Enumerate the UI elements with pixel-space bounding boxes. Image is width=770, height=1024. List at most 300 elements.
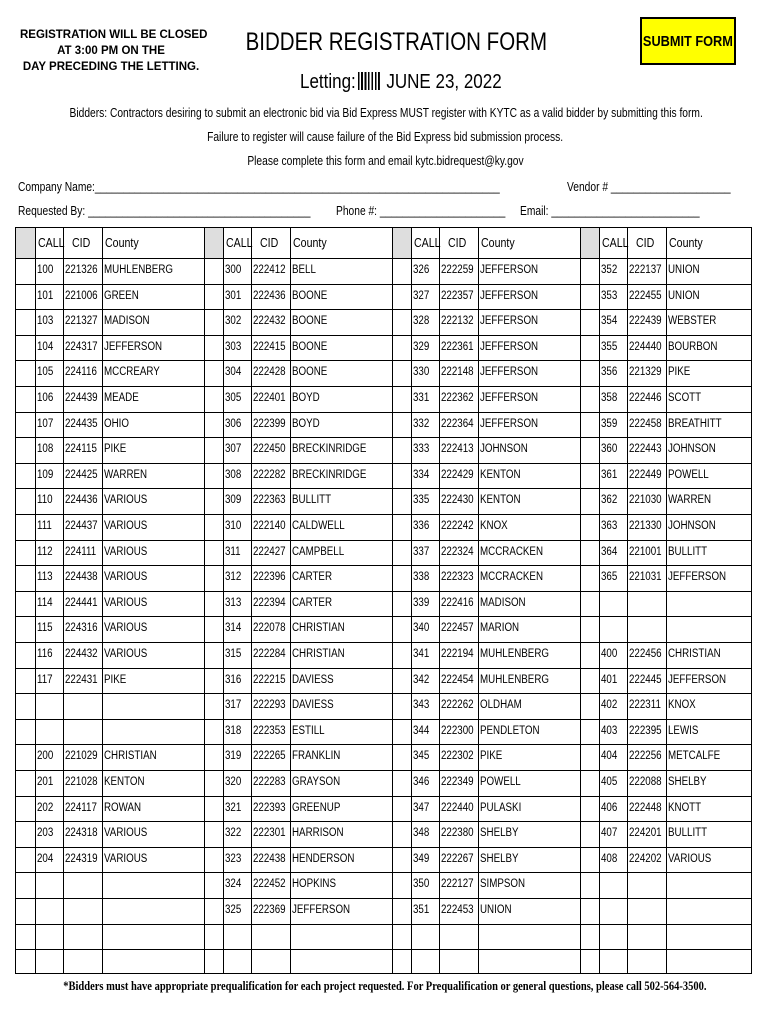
- county-name: VARIOUS: [104, 852, 148, 865]
- contract-id: 224116: [65, 366, 97, 379]
- row-rule: [16, 770, 751, 771]
- call-number: 333: [413, 443, 430, 456]
- county-name: CHRISTIAN: [104, 750, 157, 763]
- call-number: 105: [37, 366, 54, 379]
- column-line: [439, 228, 440, 973]
- contract-id: 221029: [65, 750, 98, 763]
- call-number: 400: [601, 648, 618, 660]
- call-number: 365: [601, 571, 618, 584]
- call-number: 348: [413, 827, 430, 840]
- row-rule: [16, 565, 751, 566]
- county-name: CARTER: [292, 571, 333, 584]
- call-number: 341: [413, 648, 430, 660]
- contract-id: 222432: [253, 315, 286, 328]
- county-name: JEFFERSON: [104, 340, 163, 353]
- contract-id: 222283: [253, 776, 286, 788]
- contract-id: 222148: [441, 366, 474, 379]
- contract-id: 224437: [65, 520, 98, 532]
- contract-id: 221326: [65, 264, 98, 276]
- county-name: BOONE: [292, 340, 328, 353]
- contract-id: 222282: [253, 468, 286, 481]
- contract-id: 222357: [441, 289, 474, 302]
- contract-id: 222452: [253, 878, 286, 891]
- row-rule: [16, 412, 751, 413]
- call-number: 349: [413, 852, 430, 865]
- call-number: 408: [601, 852, 618, 865]
- contract-id: 224436: [65, 494, 98, 507]
- call-number: 316: [225, 673, 242, 686]
- county-name: HOPKINS: [292, 878, 337, 891]
- county-name: VARIOUS: [104, 520, 148, 532]
- header-rule: [16, 258, 751, 259]
- county-name: JEFFERSON: [480, 366, 539, 379]
- call-number: 304: [225, 366, 242, 379]
- contract-id: 221329: [629, 366, 662, 379]
- call-number: 114: [37, 596, 53, 609]
- call-number: 343: [413, 699, 430, 712]
- contract-id: 222369: [253, 904, 286, 916]
- contract-id: 222324: [441, 545, 474, 558]
- call-number: 326: [413, 264, 430, 276]
- contract-id: 221330: [629, 520, 662, 532]
- county-name: ESTILL: [292, 724, 325, 737]
- county-name: VARIOUS: [104, 827, 148, 840]
- row-rule: [16, 591, 751, 592]
- contract-id: 222300: [441, 724, 474, 737]
- row-rule: [16, 898, 751, 899]
- column-line: [666, 228, 667, 973]
- row-rule: [16, 872, 751, 873]
- contract-id: 221327: [65, 315, 98, 328]
- county-name: OLDHAM: [480, 699, 522, 712]
- county-name: PIKE: [480, 750, 503, 763]
- contract-id: 222363: [253, 494, 286, 507]
- letting-date: JUNE 23, 2022: [386, 71, 502, 93]
- call-number: 352: [601, 264, 618, 276]
- letting-line: [300, 71, 502, 94]
- column-line: [102, 228, 103, 973]
- header-spacer: [16, 228, 35, 258]
- row-rule: [16, 719, 751, 720]
- call-number: 344: [413, 724, 430, 737]
- letting-label: Letting:: [300, 71, 356, 93]
- call-number: 110: [37, 494, 53, 507]
- project-table: [15, 227, 752, 974]
- call-number: 310: [225, 520, 242, 532]
- contract-id: 222088: [629, 776, 662, 788]
- row-rule: [16, 642, 751, 643]
- contract-id: 222401: [253, 392, 286, 404]
- county-name: BRECKINRIDGE: [292, 468, 367, 481]
- contract-id: 222456: [629, 648, 662, 660]
- county-name: SCOTT: [668, 392, 702, 404]
- call-number: 325: [225, 904, 242, 916]
- contract-id: 221031: [629, 571, 662, 584]
- submit-form-label: SUBMIT FORM: [643, 32, 733, 50]
- contract-id: 222450: [253, 443, 286, 456]
- call-number: 406: [601, 801, 618, 814]
- contract-id: 222215: [253, 673, 286, 686]
- submit-form-button[interactable]: [640, 17, 736, 65]
- row-rule: [16, 386, 751, 387]
- contract-id: 224438: [65, 571, 98, 584]
- county-name: JEFFERSON: [668, 673, 727, 686]
- contract-id: 222323: [441, 571, 474, 584]
- row-rule: [16, 360, 751, 361]
- call-number: 321: [225, 801, 242, 814]
- column-line: [290, 228, 291, 973]
- call-number: 202: [37, 801, 54, 814]
- county-name: FRANKLIN: [292, 750, 341, 763]
- call-number: 327: [413, 289, 430, 302]
- contract-id: 222259: [441, 264, 474, 276]
- contract-id: 222399: [253, 417, 286, 430]
- county-name: BULLITT: [292, 494, 332, 507]
- county-name: METCALFE: [668, 750, 721, 763]
- call-number: 312: [225, 571, 242, 584]
- contract-id: 222140: [253, 520, 286, 532]
- group-divider: [204, 228, 205, 973]
- call-number: 354: [601, 315, 618, 328]
- column-line: [599, 228, 600, 973]
- redacted-mark: [357, 72, 379, 90]
- county-name: MCCREARY: [104, 366, 160, 379]
- requested-by-field[interactable]: Requested By: _______________________________________: [18, 204, 311, 218]
- header-county: County: [481, 236, 515, 250]
- call-number: 361: [601, 468, 618, 481]
- header-cid: CID: [448, 236, 467, 250]
- call-number: 332: [413, 417, 430, 430]
- contract-id: 222448: [629, 801, 662, 814]
- county-name: MCCRACKEN: [480, 545, 544, 558]
- phone-field[interactable]: Phone #: ______________________: [336, 204, 506, 218]
- contract-id: 222132: [441, 315, 474, 328]
- county-name: SHELBY: [480, 852, 519, 865]
- row-rule: [16, 796, 751, 797]
- contract-id: 222445: [629, 673, 662, 686]
- contract-id: 222457: [441, 622, 474, 635]
- county-name: SHELBY: [668, 776, 707, 788]
- row-rule: [16, 463, 751, 464]
- row-rule: [16, 514, 751, 515]
- header-county: County: [105, 236, 139, 250]
- contract-id: 224316: [65, 622, 98, 635]
- contract-id: 224440: [629, 340, 662, 353]
- row-rule: [16, 284, 751, 285]
- contract-id: 224441: [65, 596, 98, 609]
- county-name: DAVIESS: [292, 673, 334, 686]
- header-cid: CID: [260, 236, 279, 250]
- row-rule: [16, 616, 751, 617]
- call-number: 322: [225, 827, 242, 840]
- county-name: WARREN: [104, 468, 148, 481]
- call-number: 405: [601, 776, 618, 788]
- contract-id: 222449: [629, 468, 662, 481]
- call-number: 108: [37, 443, 54, 456]
- call-number: 117: [37, 673, 53, 686]
- county-name: MADISON: [104, 315, 150, 328]
- county-name: JEFFERSON: [480, 315, 539, 328]
- county-name: BRECKINRIDGE: [292, 443, 367, 456]
- call-number: 305: [225, 392, 242, 404]
- contract-id: 222440: [441, 801, 474, 814]
- call-number: 338: [413, 571, 430, 584]
- county-name: BREATHITT: [668, 417, 722, 430]
- call-number: 103: [37, 315, 54, 328]
- county-name: WARREN: [668, 494, 712, 507]
- county-name: CHRISTIAN: [292, 622, 345, 635]
- contract-id: 222262: [441, 699, 474, 712]
- call-number: 101: [37, 289, 54, 302]
- contract-id: 222349: [441, 776, 474, 788]
- row-rule: [16, 668, 751, 669]
- call-number: 324: [225, 878, 242, 891]
- contract-id: 222362: [441, 392, 474, 404]
- county-name: JEFFERSON: [480, 417, 539, 430]
- county-name: MUHLENBERG: [104, 264, 173, 276]
- column-line: [223, 228, 224, 973]
- contract-id: 222431: [65, 673, 98, 686]
- call-number: 407: [601, 827, 618, 840]
- call-number: 107: [37, 417, 54, 430]
- call-number: 402: [601, 699, 618, 712]
- call-number: 112: [37, 545, 53, 558]
- call-number: 116: [37, 648, 53, 660]
- call-number: 111: [37, 520, 52, 532]
- county-name: KNOTT: [668, 801, 702, 814]
- contract-id: 222302: [441, 750, 474, 763]
- intro-line-3: Please complete this form and email kytc.bidrequest@ky.gov: [246, 154, 524, 168]
- header-spacer: [392, 228, 411, 258]
- column-line: [35, 228, 36, 973]
- prequalification-note: *Bidders must have appropriate prequalification for each project requested. For Prequalification or general questions, please call 502-564-3500.: [63, 979, 707, 993]
- contract-id: 221028: [65, 776, 98, 788]
- county-name: BELL: [292, 264, 316, 276]
- call-number: 339: [413, 596, 430, 609]
- contract-id: 221001: [629, 545, 662, 558]
- call-number: 323: [225, 852, 242, 865]
- contract-id: 222353: [253, 724, 286, 737]
- header-spacer: [204, 228, 223, 258]
- county-name: PIKE: [104, 443, 127, 456]
- call-number: 106: [37, 392, 54, 404]
- contract-id: 222194: [441, 648, 474, 660]
- call-number: 328: [413, 315, 430, 328]
- column-line: [478, 228, 479, 973]
- county-name: MADISON: [480, 596, 526, 609]
- header-county: County: [293, 236, 327, 250]
- contract-id: 222430: [441, 494, 474, 507]
- contract-id: 222380: [441, 827, 474, 840]
- call-number: 359: [601, 417, 618, 430]
- row-rule: [16, 744, 751, 745]
- contract-id: 222455: [629, 289, 662, 302]
- county-name: PULASKI: [480, 801, 522, 814]
- county-name: JEFFERSON: [292, 904, 351, 916]
- county-name: CALDWELL: [292, 520, 345, 532]
- header-call: CALL: [226, 236, 253, 250]
- contract-id: 222267: [441, 852, 474, 865]
- call-number: 201: [37, 776, 54, 788]
- row-rule: [16, 437, 751, 438]
- county-name: JOHNSON: [668, 443, 716, 456]
- county-name: JEFFERSON: [668, 571, 727, 584]
- call-number: 362: [601, 494, 618, 507]
- group-divider: [392, 228, 393, 973]
- call-number: 330: [413, 366, 430, 379]
- county-name: GRAYSON: [292, 776, 341, 788]
- county-name: CARTER: [292, 596, 333, 609]
- header-cid: CID: [636, 236, 655, 250]
- contract-id: 224111: [65, 545, 97, 558]
- county-name: UNION: [480, 904, 512, 916]
- row-rule: [16, 693, 751, 694]
- call-number: 319: [225, 750, 242, 763]
- county-name: PIKE: [104, 673, 127, 686]
- county-name: VARIOUS: [104, 545, 148, 558]
- county-name: VARIOUS: [104, 571, 148, 584]
- county-name: CHRISTIAN: [668, 648, 721, 660]
- county-name: UNION: [668, 289, 700, 302]
- call-number: 331: [413, 392, 430, 404]
- call-number: 303: [225, 340, 242, 353]
- county-name: BOONE: [292, 366, 328, 379]
- header-cid: CID: [72, 236, 91, 250]
- call-number: 403: [601, 724, 618, 737]
- row-rule: [16, 924, 751, 925]
- contract-id: 224425: [65, 468, 98, 481]
- call-number: 404: [601, 750, 618, 763]
- contract-id: 224117: [65, 801, 97, 814]
- call-number: 307: [225, 443, 242, 456]
- call-number: 318: [225, 724, 242, 737]
- contract-id: 224317: [65, 340, 98, 353]
- contract-id: 222429: [441, 468, 474, 481]
- call-number: 300: [225, 264, 242, 276]
- call-number: 302: [225, 315, 242, 328]
- contract-id: 222454: [441, 673, 474, 686]
- contract-id: 224318: [65, 827, 98, 840]
- call-number: 200: [37, 750, 54, 763]
- closing-notice-line: AT 3:00 PM ON THE: [57, 45, 165, 57]
- call-number: 113: [37, 571, 53, 584]
- county-name: MCCRACKEN: [480, 571, 544, 584]
- call-number: 314: [225, 622, 242, 635]
- county-name: KENTON: [480, 494, 521, 507]
- contract-id: 222311: [629, 699, 661, 712]
- county-name: BOURBON: [668, 340, 718, 353]
- contract-id: 222415: [253, 340, 286, 353]
- column-line: [251, 228, 252, 973]
- county-name: CHRISTIAN: [292, 648, 345, 660]
- row-rule: [16, 847, 751, 848]
- header-call: CALL: [414, 236, 441, 250]
- county-name: SHELBY: [480, 827, 519, 840]
- county-name: JEFFERSON: [480, 340, 539, 353]
- contract-id: 221030: [629, 494, 662, 507]
- contract-id: 222438: [253, 852, 286, 865]
- contract-id: 222293: [253, 699, 286, 712]
- county-name: POWELL: [668, 468, 709, 481]
- county-name: LEWIS: [668, 724, 699, 737]
- contract-id: 222439: [629, 315, 662, 328]
- call-number: 347: [413, 801, 430, 814]
- county-name: MEADE: [104, 392, 139, 404]
- county-name: VARIOUS: [104, 622, 148, 635]
- county-name: GREEN: [104, 289, 139, 302]
- call-number: 340: [413, 622, 430, 635]
- contract-id: 222301: [253, 827, 286, 840]
- county-name: MUHLENBERG: [480, 673, 549, 686]
- call-number: 345: [413, 750, 430, 763]
- contract-id: 222453: [441, 904, 474, 916]
- contract-id: 222361: [441, 340, 474, 353]
- call-number: 363: [601, 520, 618, 532]
- contract-id: 222364: [441, 417, 474, 430]
- county-name: PENDLETON: [480, 724, 540, 737]
- email-field[interactable]: Email: __________________________: [520, 204, 700, 218]
- contract-id: 224432: [65, 648, 98, 660]
- row-rule: [16, 821, 751, 822]
- group-divider: [580, 228, 581, 973]
- county-name: OHIO: [104, 417, 129, 430]
- contract-id: 222412: [253, 264, 286, 276]
- county-name: SIMPSON: [480, 878, 526, 891]
- contract-id: 221006: [65, 289, 98, 302]
- call-number: 309: [225, 494, 242, 507]
- contract-id: 222413: [441, 443, 474, 456]
- county-name: CAMPBELL: [292, 545, 345, 558]
- county-name: KENTON: [480, 468, 521, 481]
- contract-id: 222428: [253, 366, 286, 379]
- county-name: KNOX: [480, 520, 508, 532]
- contract-id: 222427: [253, 545, 286, 558]
- call-number: 334: [413, 468, 430, 481]
- county-name: JEFFERSON: [480, 392, 539, 404]
- column-line: [63, 228, 64, 973]
- call-number: 317: [225, 699, 242, 712]
- call-number: 306: [225, 417, 242, 430]
- vendor-number-field[interactable]: Vendor # _____________________: [567, 180, 731, 194]
- county-name: KNOX: [668, 699, 696, 712]
- row-rule: [16, 309, 751, 310]
- row-rule: [16, 488, 751, 489]
- county-name: VARIOUS: [104, 596, 148, 609]
- company-name-field[interactable]: Company Name:_______________________________________________________________________: [18, 180, 500, 194]
- contract-id: 224319: [65, 852, 98, 865]
- call-number: 115: [37, 622, 53, 635]
- county-name: BOYD: [292, 392, 320, 404]
- form-title: BIDDER REGISTRATION FORM: [245, 28, 548, 56]
- county-name: MUHLENBERG: [480, 648, 549, 660]
- county-name: HENDERSON: [292, 852, 355, 865]
- county-name: BOYD: [292, 417, 320, 430]
- call-number: 109: [37, 468, 54, 481]
- call-number: 355: [601, 340, 618, 353]
- county-name: UNION: [668, 264, 700, 276]
- contract-id: 222395: [629, 724, 662, 737]
- call-number: 342: [413, 673, 430, 686]
- county-name: JOHNSON: [668, 520, 716, 532]
- call-number: 104: [37, 340, 54, 353]
- contract-id: 222256: [629, 750, 662, 763]
- call-number: 351: [413, 904, 430, 916]
- row-rule: [16, 335, 751, 336]
- closing-notice-line: REGISTRATION WILL BE CLOSED: [20, 29, 208, 41]
- contract-id: 222436: [253, 289, 286, 302]
- call-number: 350: [413, 878, 430, 891]
- county-name: BOONE: [292, 315, 328, 328]
